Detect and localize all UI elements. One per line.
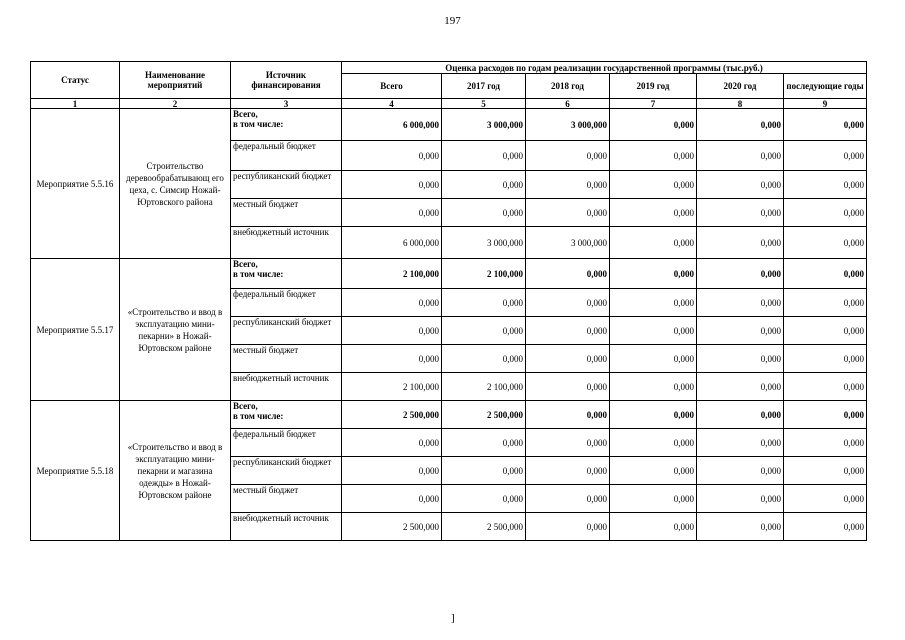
amount-cell: 0,000 bbox=[342, 199, 442, 227]
amount-cell: 0,000 bbox=[526, 141, 610, 171]
amount-cell: 0,000 bbox=[610, 485, 697, 513]
source-total-line1: Всего, bbox=[233, 401, 258, 411]
amount-cell: 0,000 bbox=[610, 199, 697, 227]
source-total-line1: Всего, bbox=[233, 259, 258, 269]
amount-cell: 0,000 bbox=[526, 171, 610, 199]
amount-cell: 0,000 bbox=[442, 345, 526, 373]
amount-cell: 0,000 bbox=[784, 485, 867, 513]
amount-cell: 0,000 bbox=[342, 345, 442, 373]
header-2019: 2019 год bbox=[610, 74, 697, 99]
page-number: 197 bbox=[444, 15, 461, 27]
source-republic: республиканский бюджет bbox=[231, 457, 342, 485]
amount-cell: 3 000,000 bbox=[526, 227, 610, 259]
col-number: 2 bbox=[120, 99, 231, 109]
col-number: 5 bbox=[442, 99, 526, 109]
amount-cell: 0,000 bbox=[697, 199, 784, 227]
source-offbudget: внебюджетный источник bbox=[231, 227, 342, 259]
table-row bbox=[31, 259, 867, 289]
amount-cell: 0,000 bbox=[442, 457, 526, 485]
amount-cell: 3 000,000 bbox=[526, 109, 610, 141]
amount-cell: 2 500,000 bbox=[342, 513, 442, 541]
source-total-line2: в том числе: bbox=[233, 411, 284, 421]
amount-cell: 0,000 bbox=[610, 317, 697, 345]
header-estimate: Оценка расходов по годам реализации государственной программы (тыс.руб.) bbox=[342, 62, 867, 74]
amount-cell: 0,000 bbox=[784, 401, 867, 429]
header-2017: 2017 год bbox=[442, 74, 526, 99]
amount-cell: 0,000 bbox=[610, 171, 697, 199]
table-row bbox=[31, 109, 867, 141]
amount-cell: 0,000 bbox=[697, 317, 784, 345]
amount-cell: 0,000 bbox=[526, 429, 610, 457]
amount-cell: 0,000 bbox=[697, 485, 784, 513]
source-local: местный бюджет bbox=[231, 199, 342, 227]
amount-cell: 0,000 bbox=[784, 141, 867, 171]
header-total: Всего bbox=[342, 74, 442, 99]
amount-cell: 0,000 bbox=[784, 373, 867, 401]
amount-cell: 0,000 bbox=[697, 227, 784, 259]
amount-cell: 0,000 bbox=[342, 289, 442, 317]
amount-cell: 0,000 bbox=[697, 429, 784, 457]
amount-cell: 0,000 bbox=[784, 429, 867, 457]
amount-cell: 0,000 bbox=[342, 141, 442, 171]
col-number: 3 bbox=[231, 99, 342, 109]
event-status: Мероприятие 5.5.18 bbox=[31, 401, 120, 541]
amount-cell: 0,000 bbox=[784, 109, 867, 141]
amount-cell: 0,000 bbox=[526, 345, 610, 373]
amount-cell: 2 100,000 bbox=[342, 373, 442, 401]
amount-cell: 2 100,000 bbox=[442, 259, 526, 289]
amount-cell: 6 000,000 bbox=[342, 109, 442, 141]
source-total-line2: в том числе: bbox=[233, 119, 284, 129]
amount-cell: 0,000 bbox=[610, 401, 697, 429]
amount-cell: 0,000 bbox=[784, 317, 867, 345]
amount-cell: 0,000 bbox=[697, 345, 784, 373]
amount-cell: 0,000 bbox=[342, 485, 442, 513]
source-offbudget: внебюджетный источник bbox=[231, 373, 342, 401]
amount-cell: 0,000 bbox=[610, 373, 697, 401]
amount-cell: 0,000 bbox=[526, 457, 610, 485]
amount-cell: 0,000 bbox=[784, 289, 867, 317]
amount-cell: 0,000 bbox=[526, 401, 610, 429]
amount-cell: 0,000 bbox=[342, 171, 442, 199]
source-federal: федеральный бюджет bbox=[231, 289, 342, 317]
amount-cell: 2 500,000 bbox=[442, 401, 526, 429]
amount-cell: 6 000,000 bbox=[342, 227, 442, 259]
amount-cell: 2 100,000 bbox=[342, 259, 442, 289]
amount-cell: 0,000 bbox=[610, 227, 697, 259]
amount-cell: 0,000 bbox=[526, 259, 610, 289]
source-local: местный бюджет bbox=[231, 485, 342, 513]
amount-cell: 0,000 bbox=[697, 289, 784, 317]
amount-cell: 0,000 bbox=[442, 141, 526, 171]
col-number: 9 bbox=[784, 99, 867, 109]
amount-cell: 0,000 bbox=[697, 373, 784, 401]
amount-cell: 0,000 bbox=[784, 259, 867, 289]
source-offbudget: внебюджетный источник bbox=[231, 513, 342, 541]
header-status: Статус bbox=[31, 62, 120, 99]
amount-cell: 2 100,000 bbox=[442, 373, 526, 401]
header-later-years: последующие годы bbox=[784, 74, 867, 99]
source-federal: федеральный бюджет bbox=[231, 429, 342, 457]
source-total bbox=[231, 401, 342, 429]
amount-cell: 2 500,000 bbox=[342, 401, 442, 429]
amount-cell: 0,000 bbox=[526, 513, 610, 541]
amount-cell: 0,000 bbox=[442, 289, 526, 317]
source-total bbox=[231, 259, 342, 289]
header-2018: 2018 год bbox=[526, 74, 610, 99]
table-row bbox=[31, 401, 867, 429]
amount-cell: 0,000 bbox=[442, 317, 526, 345]
amount-cell: 3 000,000 bbox=[442, 227, 526, 259]
amount-cell: 0,000 bbox=[442, 429, 526, 457]
event-status: Мероприятие 5.5.17 bbox=[31, 259, 120, 401]
source-local: местный бюджет bbox=[231, 345, 342, 373]
amount-cell: 0,000 bbox=[610, 513, 697, 541]
amount-cell: 0,000 bbox=[342, 457, 442, 485]
table-body bbox=[31, 109, 867, 541]
source-total bbox=[231, 109, 342, 141]
amount-cell: 0,000 bbox=[784, 513, 867, 541]
amount-cell: 0,000 bbox=[526, 485, 610, 513]
amount-cell: 0,000 bbox=[526, 199, 610, 227]
amount-cell: 0,000 bbox=[442, 199, 526, 227]
amount-cell: 0,000 bbox=[697, 457, 784, 485]
amount-cell: 0,000 bbox=[784, 345, 867, 373]
col-number: 4 bbox=[342, 99, 442, 109]
amount-cell: 0,000 bbox=[610, 109, 697, 141]
event-name: «Строительство и ввод в эксплуатацию мини-пекарни» в Ножай-Юртовском районе bbox=[120, 259, 231, 401]
amount-cell: 0,000 bbox=[610, 289, 697, 317]
amount-cell: 0,000 bbox=[784, 199, 867, 227]
amount-cell: 0,000 bbox=[697, 401, 784, 429]
amount-cell: 0,000 bbox=[342, 317, 442, 345]
amount-cell: 0,000 bbox=[784, 227, 867, 259]
amount-cell: 0,000 bbox=[697, 171, 784, 199]
event-name: «Строительство и ввод в эксплуатацию мини-пекарни и магазина одежды» в Ножай-Юртовском районе bbox=[120, 401, 231, 541]
amount-cell: 0,000 bbox=[697, 141, 784, 171]
amount-cell: 0,000 bbox=[526, 289, 610, 317]
amount-cell: 2 500,000 bbox=[442, 513, 526, 541]
amount-cell: 0,000 bbox=[526, 373, 610, 401]
amount-cell: 0,000 bbox=[610, 141, 697, 171]
amount-cell: 0,000 bbox=[610, 429, 697, 457]
header-source: Источник финансирования bbox=[231, 62, 342, 99]
amount-cell: 0,000 bbox=[784, 457, 867, 485]
amount-cell: 3 000,000 bbox=[442, 109, 526, 141]
source-republic: республиканский бюджет bbox=[231, 171, 342, 199]
amount-cell: 0,000 bbox=[442, 485, 526, 513]
amount-cell: 0,000 bbox=[697, 259, 784, 289]
source-republic: республиканский бюджет bbox=[231, 317, 342, 345]
col-number: 6 bbox=[526, 99, 610, 109]
source-federal: федеральный бюджет bbox=[231, 141, 342, 171]
bottom-mark: ] bbox=[451, 612, 455, 624]
col-number: 8 bbox=[697, 99, 784, 109]
header-name: Наименование мероприятий bbox=[120, 62, 231, 99]
amount-cell: 0,000 bbox=[342, 429, 442, 457]
amount-cell: 0,000 bbox=[526, 317, 610, 345]
col-number: 7 bbox=[610, 99, 697, 109]
amount-cell: 0,000 bbox=[610, 345, 697, 373]
amount-cell: 0,000 bbox=[610, 259, 697, 289]
amount-cell: 0,000 bbox=[610, 457, 697, 485]
amount-cell: 0,000 bbox=[784, 171, 867, 199]
amount-cell: 0,000 bbox=[697, 109, 784, 141]
header-2020: 2020 год bbox=[697, 74, 784, 99]
amount-cell: 0,000 bbox=[697, 513, 784, 541]
event-name: Строительство деревообрабатывающ его цеха, с. Симсир Ножай-Юртовского района bbox=[120, 109, 231, 259]
source-total-line2: в том числе: bbox=[233, 269, 284, 279]
col-number: 1 bbox=[31, 99, 120, 109]
source-total-line1: Всего, bbox=[233, 109, 258, 119]
amount-cell: 0,000 bbox=[442, 171, 526, 199]
event-status: Мероприятие 5.5.16 bbox=[31, 109, 120, 259]
budget-table bbox=[30, 61, 867, 541]
